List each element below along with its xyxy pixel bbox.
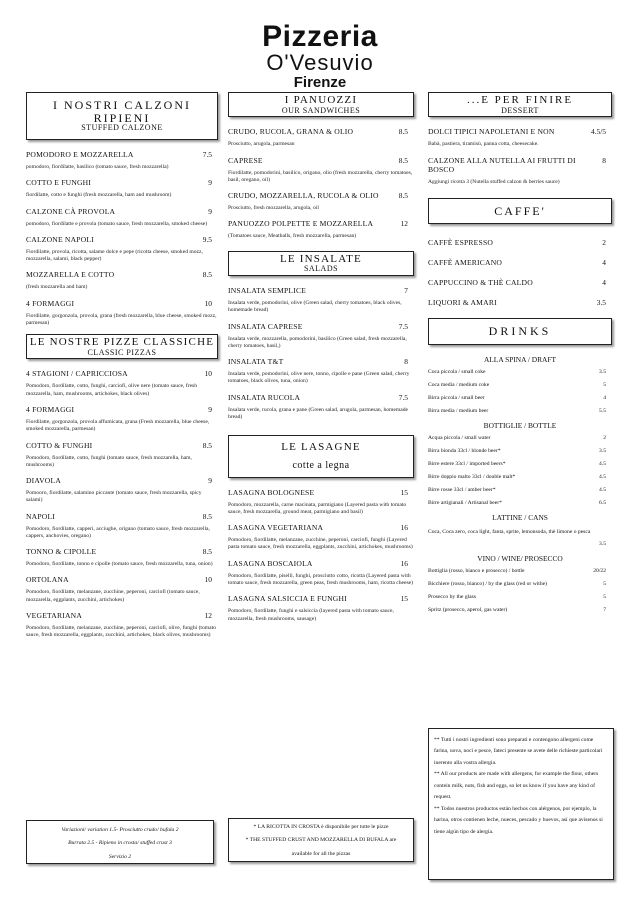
menu-item-price: 4.5/5 bbox=[591, 127, 606, 137]
menu-item-name: NAPOLI bbox=[26, 511, 56, 521]
menu-item bbox=[26, 178, 218, 199]
menu-item-name: 4 FORMAGGI bbox=[26, 404, 75, 414]
menu-item-description: Prosciutto, fresh mozzarella, arugola, oil bbox=[228, 205, 319, 212]
menu-item-row bbox=[26, 270, 218, 279]
menu-item-name: DIAVOLA bbox=[26, 476, 62, 486]
menu-item-name: CALZONE ALLA NUTELLA AI FRUTTI DI BOSCO bbox=[428, 155, 576, 174]
menu-item-row bbox=[26, 441, 218, 450]
menu-item bbox=[26, 207, 218, 228]
drinks-group-title: VINO / WINE/ PROSECCO bbox=[477, 553, 563, 563]
section-header-calzoni bbox=[26, 92, 218, 140]
note-line: Variazioni/ variation 1.5- Prosciutto crudo/ bufala 2 bbox=[61, 827, 179, 833]
menu-item-price: 9 bbox=[208, 476, 212, 486]
menu-item-name: INSALATA SEMPLICE bbox=[228, 286, 307, 296]
menu-item-name: CRUDO, MOZZARELLA, RUCOLA & OLIO bbox=[228, 191, 379, 201]
coffee-item-name: CAFFÈ ESPRESSO bbox=[428, 238, 494, 248]
coffee-item-name: CAFFÈ AMERICANO bbox=[428, 258, 503, 268]
menu-item bbox=[26, 476, 218, 505]
coffee-item-name: CAPPUCCINO & THÈ CALDO bbox=[428, 278, 533, 288]
menu-item-description: pomodoro, fiordilatte e provola (tomato sauce, fresh mozzarella, smoked cheese) bbox=[26, 220, 208, 227]
section-title: DRINKS bbox=[488, 324, 552, 339]
note-line: * THE STUFFED CRUST AND MOZZARELLA DI BUFALA are bbox=[245, 837, 397, 844]
pizze-list bbox=[26, 369, 218, 639]
menu-item-description: Insalata verde, pomodorini, olive nere, tonno, cipolle e pane (Green salad, cherry tomatoes, black olives, tuna, onion) bbox=[228, 371, 410, 385]
drink-item-price: 5.5 bbox=[599, 408, 606, 415]
menu-item-price: 15 bbox=[400, 594, 408, 604]
menu-item-name: 4 STAGIONI / CAPRICCIOSA bbox=[26, 369, 128, 379]
menu-item-description: Pomodoro, fiordilatte, cotto, funghi, carciofi, olive nere (tomato sauce, fresh mozzarella, ham, mushrooms, artichokes, black olives) bbox=[26, 383, 198, 397]
logo-title: Pizzeria bbox=[262, 20, 378, 53]
section-title: LE INSALATE bbox=[280, 252, 362, 265]
menu-item-price: 9 bbox=[208, 178, 212, 188]
menu-item-row bbox=[228, 219, 414, 228]
menu-item bbox=[26, 547, 218, 568]
menu-item-price: 7 bbox=[404, 286, 408, 296]
menu-item-row bbox=[26, 547, 218, 556]
drink-item-price: 4 bbox=[603, 395, 606, 402]
menu-item-description: Pomodoro, fiordilatte, piselli, funghi, prosciutto cotto, ricotta (Layered pasta with tomato sauce, fresh mozzarella, green peas, fresh mushrooms, ham, ricotta cheese) bbox=[228, 572, 413, 587]
drink-item-price: 4.5 bbox=[599, 461, 606, 468]
menu-item-row bbox=[228, 156, 414, 165]
menu-item bbox=[228, 219, 414, 240]
menu-item-row bbox=[428, 156, 612, 174]
menu-item bbox=[26, 512, 218, 541]
note-line: Servizio 2 bbox=[108, 853, 132, 860]
drink-item-price: 6.5 bbox=[599, 500, 606, 507]
drink-item-price: 4.5 bbox=[599, 487, 606, 494]
drinks-group-title: ALLA SPINA / DRAFT bbox=[483, 355, 557, 365]
section-title: ...E PER FINIRE bbox=[466, 94, 574, 106]
section-header-pizze bbox=[26, 334, 218, 359]
menu-item-price: 10 bbox=[204, 298, 212, 308]
menu-item-name: INSALATA CAPRESE bbox=[228, 321, 303, 331]
drink-item-price: 3.5 bbox=[599, 369, 606, 376]
section-title: I PANUOZZI bbox=[284, 94, 358, 106]
drink-item-name: Birre rosse 33cl / amber beer* bbox=[428, 487, 496, 494]
menu-item-description: Fiordilatte, provola, ricotta, salame dolce e pepe (ricotta cheese, smoked mozz, mozzarella, salami, black pepper) bbox=[26, 248, 203, 263]
menu-item-row bbox=[26, 575, 218, 584]
section-title: CAFFE' bbox=[494, 203, 546, 218]
coffee-item-price: 4 bbox=[602, 278, 606, 288]
menu-item bbox=[228, 357, 414, 386]
section-title: LE LASAGNE bbox=[281, 441, 361, 454]
menu-item-name: CRUDO, RUCOLA, GRANA & OLIO bbox=[228, 127, 354, 137]
section-subtitle: DESSERT bbox=[501, 105, 539, 115]
menu-item-name: PANUOZZO POLPETTE E MOZZARELLA bbox=[228, 219, 374, 229]
drink-item-name: Birre estere 33cl / imported beers* bbox=[428, 461, 506, 468]
menu-item-description: pomodoro, fiordilatte, basilico (tomato sauce, fresh mozzarella) bbox=[26, 163, 169, 170]
drinks-group-title: BOTTIGLIE / BOTTLE bbox=[483, 421, 557, 431]
menu-item bbox=[26, 575, 218, 604]
menu-item bbox=[228, 488, 414, 517]
menu-item bbox=[228, 559, 414, 588]
drink-item bbox=[428, 607, 612, 613]
menu-item-row bbox=[228, 322, 414, 331]
menu-item-row bbox=[26, 299, 218, 308]
menu-item bbox=[26, 270, 218, 291]
drinks-list bbox=[428, 355, 612, 613]
section-title: LE NOSTRE PIZZE CLASSICHE bbox=[29, 336, 215, 349]
menu-item-description: (Tomatoes sauce, Meatballs, fresh mozzarella, parmesan) bbox=[228, 233, 357, 240]
lasagne-list bbox=[228, 488, 414, 623]
drinks-group-title: LATTINE / CANS bbox=[492, 513, 548, 523]
menu-item bbox=[26, 441, 218, 470]
menu-item-row bbox=[228, 594, 414, 603]
menu-item bbox=[228, 523, 414, 552]
menu-item-description: Pomodoro, fiordilatte, capperi, acciughe, origano (tomato sauce, fresh mozzarella, cappers, anchovies, oregano) bbox=[26, 525, 210, 539]
menu-item-description: fiordilatte, cotto e funghi (fresh mozzarella, ham and mushroom) bbox=[26, 192, 172, 199]
cans-price: 3.5 bbox=[599, 540, 606, 547]
drink-item-price: 20/22 bbox=[593, 567, 606, 574]
stuffed-crust-note bbox=[228, 818, 414, 862]
drink-item bbox=[428, 448, 612, 454]
section-header-caffe bbox=[428, 198, 612, 225]
drink-item-name: Birra bionda 33cl / blonde beer* bbox=[428, 448, 501, 455]
menu-item-description: Fiordilatte, gorgonzola, provola affumicata, grana (Fresh mozzarella, blue cheese, smoked mozzarella, parmesan) bbox=[26, 418, 210, 433]
menu-item bbox=[26, 611, 218, 640]
menu-item-price: 9 bbox=[208, 404, 212, 414]
menu-item-row bbox=[228, 523, 414, 532]
menu-item bbox=[26, 405, 218, 434]
menu-item-price: 7.5 bbox=[398, 392, 408, 402]
drink-item-price: 4.5 bbox=[599, 474, 606, 481]
menu-item-name: INSALATA RUCOLA bbox=[228, 392, 301, 402]
menu-item-name: CALZONE NAPOLI bbox=[26, 234, 94, 244]
column-right bbox=[428, 92, 612, 620]
menu-item-description: Pomodoro, mozzarella, carne macinata, parmigiano (Layered pasta with tomato sauce, fresh mozzarella, ground meat, parmigiano and basil) bbox=[228, 501, 407, 515]
menu-item-name: INSALATA T&T bbox=[228, 357, 284, 367]
menu-item-row bbox=[26, 178, 218, 187]
section-subtitle: SALADS bbox=[303, 264, 339, 274]
drink-item bbox=[428, 474, 612, 480]
note-line: ** Tutti i nostri ingredienti sono preparati e contengono allergeni come farina, uova, noci e pesce, fateci presente se avete delle richieste particolari inerento alla vostra allergia. bbox=[434, 737, 603, 766]
menu-item-row bbox=[26, 611, 218, 620]
coffee-item bbox=[428, 258, 612, 267]
drink-item-name: Birra piccola / small beer bbox=[428, 395, 485, 402]
section-header-lasagne bbox=[228, 435, 414, 478]
drink-item-name: Coca media / medium coke bbox=[428, 382, 490, 389]
drink-item-name: Prosecco by the glass bbox=[428, 593, 477, 600]
menu-item-name: COTTO & FUNGHI bbox=[26, 440, 93, 450]
section-title: I NOSTRI CALZONI RIPIENI bbox=[53, 98, 191, 125]
column-middle bbox=[228, 92, 414, 630]
menu-item bbox=[228, 322, 414, 351]
menu-item-price: 16 bbox=[400, 558, 408, 568]
drink-item-name: Birre doppio malto 33cl / double malt* bbox=[428, 474, 516, 481]
menu-item-description: Insalata verde, mozzarella, pomodorini, basilico (Green salad, fresh mozzarella, cherry tomatoes, basil,) bbox=[228, 335, 407, 349]
section-subtitle: STUFFED CALZONE bbox=[81, 123, 163, 133]
menu-item-description: Fiordilatte, gorgonzola, provola, grana (fresh mozzarella, blue cheese, smoked mozz, parmesan) bbox=[26, 312, 217, 326]
menu-item-price: 8.5 bbox=[202, 547, 212, 557]
menu-item-row bbox=[228, 488, 414, 497]
menu-item-row bbox=[228, 357, 414, 366]
menu-item-row bbox=[228, 286, 414, 295]
menu-item-description: Insalata verde, rucola, grana e pane (Green salad, arugola, parmesan, homemade bread) bbox=[228, 406, 408, 420]
menu-item-name: LASAGNA VEGETARIANA bbox=[228, 523, 324, 533]
menu-item-name: DOLCI TIPICI NAPOLETANI E NON bbox=[428, 127, 555, 137]
menu-item-price: 9 bbox=[208, 206, 212, 216]
menu-item-price: 10 bbox=[204, 369, 212, 379]
coffee-item bbox=[428, 238, 612, 247]
menu-item-description: Pomoorо, fiordilatte, salamino piccante (tomato sauce, fresh mozzarella, spicy salami) bbox=[26, 490, 202, 504]
menu-item-price: 16 bbox=[400, 523, 408, 533]
menu-item-row bbox=[26, 207, 218, 216]
menu-item-description: Insalata verde, pomodorini, olive (Green salad, cherry tomatoes, black olives, homemade bread) bbox=[228, 300, 402, 314]
menu-item-name: COTTO E FUNGHI bbox=[26, 178, 92, 188]
drink-item bbox=[428, 435, 612, 441]
note-line: ** Todos nuestros productos están hechos con alérgenos, por ejemplo, la harina, otros contienen leche, nueces, pescado y huevos, así que avísenos si tiene algún tipo de alergia. bbox=[434, 805, 603, 835]
drink-item bbox=[428, 408, 612, 414]
section-header-panuozzi bbox=[228, 92, 414, 117]
menu-item bbox=[228, 127, 414, 148]
menu-item bbox=[228, 393, 414, 422]
caffe-list bbox=[428, 238, 612, 307]
menu-item-description: Prosciutto, arugola, parmesan bbox=[228, 141, 295, 148]
drink-item-price: 5 bbox=[603, 580, 606, 587]
menu-item-price: 7.5 bbox=[398, 321, 408, 331]
menu-item-price: 9.5 bbox=[202, 234, 212, 244]
coffee-item-price: 3.5 bbox=[596, 298, 606, 308]
drink-item bbox=[428, 382, 612, 388]
drink-item-name: Birre artigianali / Artisanal beer* bbox=[428, 500, 502, 507]
drink-item bbox=[428, 395, 612, 401]
menu-item-name: VEGETARIANA bbox=[26, 610, 83, 620]
coffee-item-price: 4 bbox=[602, 258, 606, 268]
drink-item bbox=[428, 500, 612, 506]
menu-item-name: LASAGNA BOLOGNESE bbox=[228, 487, 315, 497]
menu-item-description: Pomodoro, fiordilatte, funghi e salsiccia (layered pasta with tomato sauce, mozzarella, fresh mushrooms, sausage) bbox=[228, 608, 394, 622]
logo-subtitle: O'Vesuvio bbox=[266, 50, 374, 75]
menu-item-name: POMODORO E MOZZARELLA bbox=[26, 149, 134, 159]
menu-item bbox=[26, 299, 218, 328]
drink-item bbox=[428, 461, 612, 467]
menu-item bbox=[228, 156, 414, 185]
menu-item-description: Fiordilatte, pomodorini, basilico, origano, olio (fresh mozzarella, cherry tomatoes, basil, oregano, oil) bbox=[228, 169, 413, 183]
section-subtitle: cotte a legna bbox=[292, 459, 350, 471]
menu-item-description: Aggiungi ricotta 3 (Nutella stuffed calzon & berries sauce) bbox=[428, 178, 560, 185]
menu-item-price: 12 bbox=[400, 219, 408, 229]
cans-list-text: Coca, Coca zero, coca light, fanta, sprite, lemonsoda, thè limone o pesca bbox=[428, 529, 591, 536]
drink-item-name: Spritz (prosecco, aperol, gas water) bbox=[428, 606, 508, 613]
menu-item-row bbox=[26, 476, 218, 485]
menu-item bbox=[26, 150, 218, 171]
section-subtitle: OUR SANDWICHES bbox=[281, 105, 361, 115]
coffee-item bbox=[428, 298, 612, 307]
drink-item-name: Birra media / medium beer bbox=[428, 408, 489, 415]
note-line: Burrata 2.5 - Ripieno in crosta/ stuffed crust 3 bbox=[68, 840, 172, 847]
menu-item-name: LASAGNA BOSCAIOLA bbox=[228, 558, 313, 568]
variations-note bbox=[26, 820, 214, 864]
section-header-dessert bbox=[428, 92, 612, 117]
section-header-insalate bbox=[228, 251, 414, 276]
drink-item-name: Bottiglia (rosso, bianco e prosecco) / bottle bbox=[428, 567, 525, 574]
drink-item-price: 2 bbox=[603, 435, 606, 442]
cans-price-row bbox=[428, 541, 612, 547]
menu-item-row bbox=[26, 235, 218, 244]
drink-item bbox=[428, 594, 612, 600]
menu-item bbox=[428, 156, 612, 186]
menu-item bbox=[26, 235, 218, 264]
menu-item-price: 8.5 bbox=[202, 440, 212, 450]
drink-item bbox=[428, 568, 612, 574]
menu-item-row bbox=[228, 559, 414, 568]
menu-item-price: 8.5 bbox=[398, 191, 408, 201]
drink-item-name: Acqua piccola / small water bbox=[428, 435, 491, 442]
menu-item-row bbox=[26, 369, 218, 378]
menu-item-price: 8.5 bbox=[398, 155, 408, 165]
menu-item-price: 12 bbox=[204, 610, 212, 620]
menu-item bbox=[228, 594, 414, 623]
insalate-list bbox=[228, 286, 414, 421]
menu-item-row bbox=[228, 127, 414, 136]
menu-item-price: 15 bbox=[400, 487, 408, 497]
menu-item-description: Pomodoro, fiordilatte, melanzane, zucchine, peperoni, carciofi, funghi (Layered pasta tomato sauce, fresh mozzarella, eggplants, zucchini, artichokes, mushrooms) bbox=[228, 537, 413, 551]
drink-item bbox=[428, 581, 612, 587]
note-line: * LA RICOTTA IN CROSTA è disponibile per tutte le pizze bbox=[253, 824, 389, 830]
menu-item-name: MOZZARELLA E COTTO bbox=[26, 270, 115, 280]
drink-item-name: Coca piccola / small coke bbox=[428, 369, 486, 376]
menu-item-price: 8 bbox=[602, 155, 606, 165]
drink-item-price: 5 bbox=[603, 382, 606, 389]
menu-item-description: Pomodoro, fiordilatte, tonno e cipolle (tomato sauce, fresh mozzarella, tuna, onion) bbox=[26, 561, 213, 568]
menu-item-row bbox=[26, 150, 218, 159]
coffee-item bbox=[428, 278, 612, 287]
drink-item-price: 5 bbox=[603, 593, 606, 600]
dessert-list bbox=[428, 127, 612, 186]
calzoni-list bbox=[26, 150, 218, 327]
menu-item-name: LASAGNA SALSICCIA E FUNGHI bbox=[228, 594, 347, 604]
allergens-note bbox=[428, 728, 614, 880]
menu-item-price: 8 bbox=[404, 357, 408, 367]
menu-item-price: 8.5 bbox=[202, 511, 212, 521]
menu-item-price: 8.5 bbox=[202, 270, 212, 280]
menu-item-name: 4 FORMAGGI bbox=[26, 298, 75, 308]
menu-item-row bbox=[26, 405, 218, 414]
menu-item bbox=[228, 286, 414, 315]
menu-item-name: CAPRESE bbox=[228, 155, 263, 165]
drink-item-price: 7 bbox=[603, 606, 606, 613]
menu-item-description: Pomodoro, fiordilatte, melanzane, zucchine, peperoni, carciofi (tomato sauce, mozzarella, eggplants, zucchini, artichokes) bbox=[26, 589, 200, 603]
menu-item-row bbox=[228, 393, 414, 402]
menu-item-row bbox=[228, 191, 414, 200]
coffee-item-name: LIQUORI & AMARI bbox=[428, 298, 497, 308]
menu-item-price: 7.5 bbox=[202, 149, 212, 159]
drink-item-name: Bicchiere (rosso, bianco) / by the glass (red or withe) bbox=[428, 580, 547, 587]
menu-item-description: Babà, pastiera, tiramisù, panna cotta, cheesecake. bbox=[428, 141, 539, 148]
coffee-item-price: 2 bbox=[602, 238, 606, 248]
column-left bbox=[26, 92, 218, 646]
drink-item bbox=[428, 369, 612, 375]
menu-item bbox=[26, 369, 218, 398]
menu-item-description: Pomodoro, fiordilatte, cotto, funghi (tomato sauce, fresh mozzarella, ham, mushrooms) bbox=[26, 454, 192, 468]
menu-item-name: ORTOLANA bbox=[26, 575, 69, 585]
section-subtitle: CLASSIC PIZZAS bbox=[87, 347, 157, 357]
menu-item-row bbox=[26, 512, 218, 521]
menu-item-price: 8.5 bbox=[398, 127, 408, 137]
menu-item-description: (fresh mozzarella and ham) bbox=[26, 284, 88, 291]
menu-item-name: TONNO & CIPOLLE bbox=[26, 547, 97, 557]
menu-item-name: CALZONE CÀ PROVOLA bbox=[26, 206, 116, 216]
menu-item-price: 10 bbox=[204, 575, 212, 585]
section-header-drinks bbox=[428, 318, 612, 345]
menu-item bbox=[428, 127, 612, 148]
menu-item-row bbox=[428, 127, 612, 136]
note-line: available for all the pizzas bbox=[291, 850, 351, 857]
panuozzi-list bbox=[228, 127, 414, 240]
logo-city: Firenze bbox=[293, 74, 347, 91]
drink-item-price: 3.5 bbox=[599, 448, 606, 455]
menu-item bbox=[228, 191, 414, 212]
menu-item-description: Pomodoro, fiordilatte, melanzane, zucchine, peperoni, carciofi, olive, funghi (tomato sauce, fresh mozzarella, eggplants, zucchini, artichokes, black olives, mushrooms) bbox=[26, 624, 216, 639]
note-line: ** All our products are made with allergens, for example the flour, others contein milk, nuts, fish and eggs, so let us know if you have any kind of request. bbox=[434, 771, 599, 801]
drink-item bbox=[428, 487, 612, 493]
